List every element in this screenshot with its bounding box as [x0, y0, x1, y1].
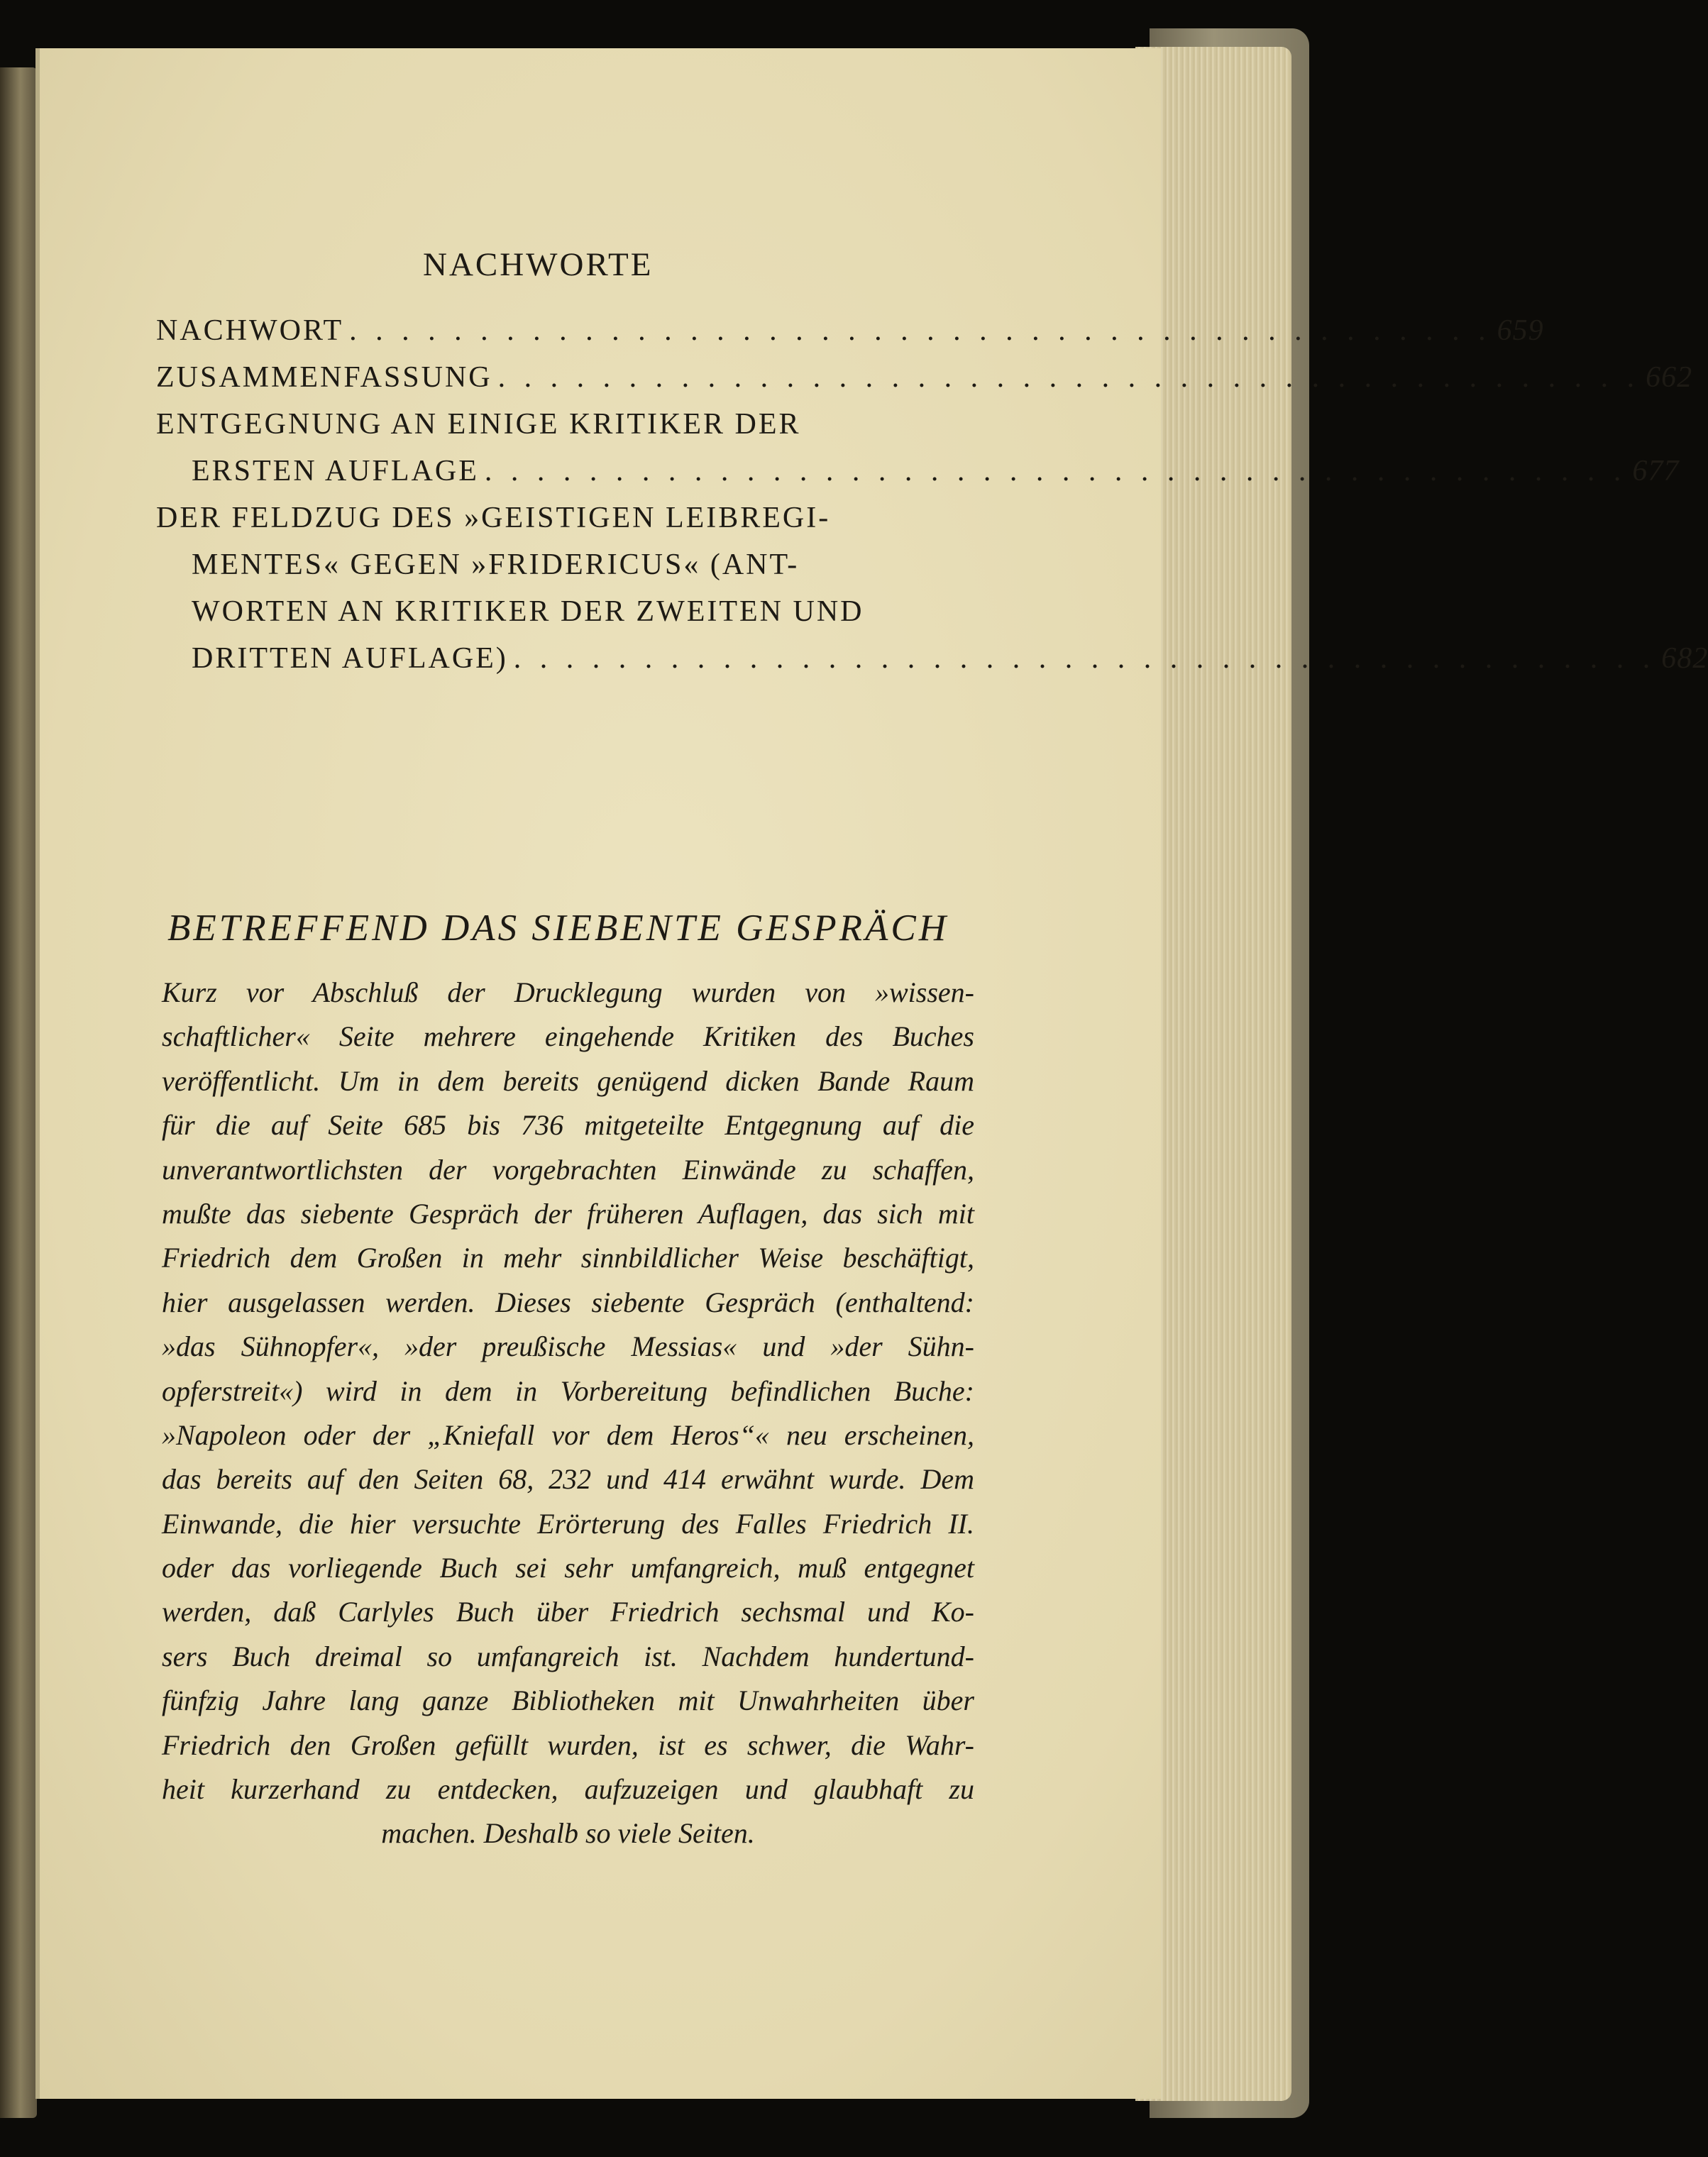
body-line: veröffentlicht. Um in dem bereits genügend dicken Bande Raum: [162, 1064, 974, 1097]
toc-entry-continuation: [156, 448, 1680, 495]
toc-entry-continuation: [156, 541, 908, 588]
toc-entry-continuation: [156, 588, 908, 635]
toc-page-number: 659: [1497, 314, 1544, 347]
toc-entry-title: DRITTEN AUFLAGE): [192, 642, 508, 675]
body-line: »das Sühnopfer«, »der preußische Messias« und »der Sühn-: [162, 1330, 974, 1363]
toc-page-number: 682: [1661, 642, 1708, 675]
toc-entry-title: ENTGEGNUNG AN EINIGE KRITIKER DER: [156, 408, 801, 441]
body-line: heit kurzerhand zu entdecken, aufzuzeigen und glaubhaft zu: [162, 1773, 974, 1806]
toc-entry-title: ZUSAMMENFASSUNG: [156, 361, 492, 394]
toc-page-number: 662: [1646, 361, 1693, 394]
body-line: unverantwortlichsten der vorgebrachten Einwände zu schaffen,: [162, 1153, 974, 1186]
section-title: BETREFFEND DAS SIEBENTE GESPRÄCH: [167, 908, 949, 949]
body-line-last: machen. Deshalb so viele Seiten.: [381, 1817, 755, 1850]
body-line: Einwande, die hier versuchte Erörterung des Falles Friedrich II.: [162, 1507, 974, 1540]
toc-leader-dots: [485, 448, 1627, 495]
toc-entry-title: ERSTEN AUFLAGE: [192, 455, 479, 487]
body-line: Friedrich den Großen gefüllt wurden, ist es schwer, die Wahr-: [162, 1728, 974, 1761]
toc-leader-dots: [498, 354, 1641, 401]
toc-entry: [156, 354, 1693, 401]
toc-entry: [156, 401, 908, 448]
toc-leader-dots: [349, 307, 1492, 354]
toc-entry-title: DER FELDZUG DES »GEISTIGEN LEIBREGI-: [156, 502, 831, 534]
book-page: [35, 48, 1708, 2099]
body-line: Friedrich dem Großen in mehr sinnbildlicher Weise beschäftigt,: [162, 1242, 974, 1274]
body-line: mußte das siebente Gespräch der früheren Auflagen, das sich mit: [162, 1197, 974, 1230]
toc-entry: [156, 307, 1544, 354]
facing-page-edge: [0, 67, 37, 2118]
body-line: Kurz vor Abschluß der Drucklegung wurden von »wissen-: [162, 976, 974, 1008]
table-of-contents: [156, 307, 1708, 682]
body-line: hier ausgelassen werden. Dieses siebente Gespräch (enthaltend:: [162, 1286, 974, 1318]
body-line: »Napoleon oder der „Kniefall vor dem Heros“« neu erscheinen,: [162, 1418, 974, 1451]
body-line: opferstreit«) wird in dem in Vorbereitung befindlichen Buche:: [162, 1374, 974, 1407]
toc-entry: [156, 495, 908, 541]
body-line: schaftlicher« Seite mehrere eingehende Kritiken des Buches: [162, 1020, 974, 1053]
body-line: das bereits auf den Seiten 68, 232 und 414 erwähnt wurde. Dem: [162, 1463, 974, 1496]
toc-entry-continuation: [156, 635, 1708, 682]
toc-page-number: 677: [1632, 455, 1680, 487]
body-line: sers Buch dreimal so umfangreich ist. Nachdem hundertund-: [162, 1640, 974, 1672]
toc-leader-dots: [514, 635, 1656, 682]
toc-entry-title: NACHWORT: [156, 314, 344, 347]
body-line: oder das vorliegende Buch sei sehr umfangreich, muß entgegnet: [162, 1552, 974, 1584]
body-paragraph: [162, 971, 974, 1856]
body-line: fünfzig Jahre lang ganze Bibliotheken mit Unwahrheiten über: [162, 1684, 974, 1717]
toc-entry-title: MENTES« GEGEN »FRIDERICUS« (ANT-: [192, 548, 800, 581]
toc-entry-title: WORTEN AN KRITIKER DER ZWEITEN UND: [192, 595, 864, 628]
body-line: für die auf Seite 685 bis 736 mitgeteilte Entgegnung auf die: [162, 1109, 974, 1142]
page-heading: NACHWORTE: [423, 246, 654, 283]
body-line: werden, daß Carlyles Buch über Friedrich sechsmal und Ko-: [162, 1596, 974, 1628]
